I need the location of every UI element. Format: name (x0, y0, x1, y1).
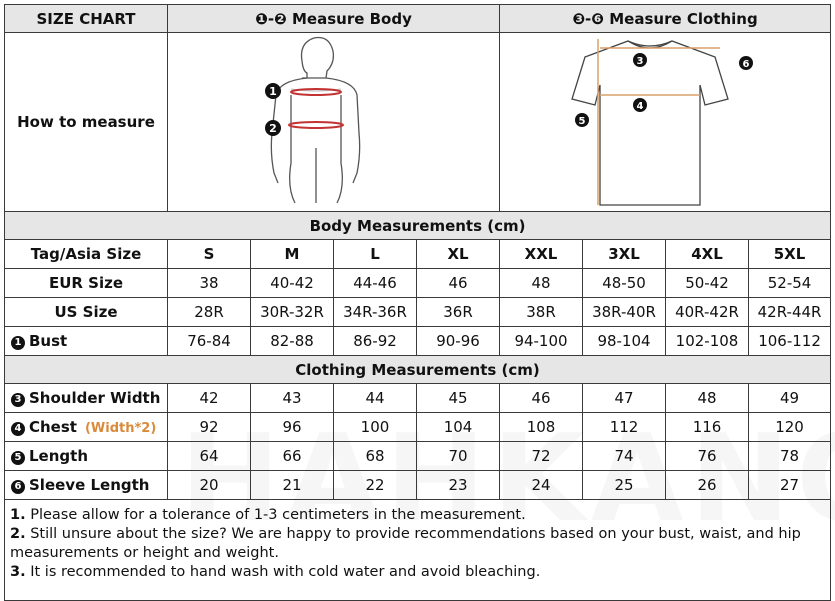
bust-row (5, 327, 831, 356)
table-cell: 48 (666, 384, 749, 413)
bust-measure-line (291, 89, 341, 95)
table-cell: 47 (583, 384, 666, 413)
body-outline (268, 38, 359, 203)
svg-text:2: 2 (268, 122, 277, 135)
table-cell: 82-88 (251, 327, 334, 356)
marker-1-icon: 1 (11, 336, 25, 350)
body-heading-prefix: ❶-❷ (255, 9, 287, 28)
chest-label: Chest (29, 418, 77, 436)
table-cell: 92 (168, 413, 251, 442)
clothing-heading-prefix: ❸-❻ (572, 9, 604, 28)
table-cell: 21 (251, 471, 334, 500)
svg-text:5: 5 (578, 116, 586, 127)
table-cell: 52-54 (749, 269, 831, 298)
table-cell: 98-104 (583, 327, 666, 356)
shoulder-label-cell (5, 384, 168, 413)
size-4xl: 4XL (666, 240, 749, 269)
table-cell: 100 (334, 413, 417, 442)
size-chart-title: SIZE CHART (5, 5, 168, 33)
chest-label-cell (5, 413, 168, 442)
marker-4-icon: 4 (11, 422, 25, 436)
tshirt-outline (572, 41, 728, 205)
note-2: 2. Still unsure about the size? We are happy to provide recommendations based on your bust, waist, and hip measurements or height and weight. (10, 526, 801, 561)
body-section-header (5, 212, 831, 240)
table-cell: 86-92 (334, 327, 417, 356)
table-cell: 28R (168, 298, 251, 327)
table-cell: 102-108 (666, 327, 749, 356)
table-cell: 74 (583, 442, 666, 471)
chest-hint: (Width*2) (84, 421, 157, 436)
chest-row (5, 413, 831, 442)
tag-size-label: Tag/Asia Size (5, 240, 168, 269)
table-cell: 38R (500, 298, 583, 327)
table-cell: 116 (666, 413, 749, 442)
table-cell: 46 (500, 384, 583, 413)
table-cell: 46 (417, 269, 500, 298)
picture-row (5, 33, 831, 212)
table-cell: 48 (500, 269, 583, 298)
marker-6-icon: 6 (11, 480, 25, 494)
table-cell: 70 (417, 442, 500, 471)
table-cell: 42R-44R (749, 298, 831, 327)
bust-label-cell (5, 327, 168, 356)
size-header-row (5, 240, 831, 269)
table-cell: 76 (666, 442, 749, 471)
table-cell: 34R-36R (334, 298, 417, 327)
table-cell: 48-50 (583, 269, 666, 298)
svg-text:1: 1 (268, 85, 277, 98)
body-heading-text: Measure Body (292, 9, 412, 28)
hip-measure-line (289, 122, 343, 128)
shirt-figure-illustration (500, 33, 830, 207)
header-row (5, 5, 831, 33)
table-cell: 38R-40R (583, 298, 666, 327)
table-cell: 66 (251, 442, 334, 471)
table-cell: 112 (583, 413, 666, 442)
table-cell: 96 (251, 413, 334, 442)
bust-label: Bust (29, 332, 68, 350)
svg-text:6: 6 (742, 59, 750, 70)
measure-body-heading (168, 5, 500, 33)
table-cell: 24 (500, 471, 583, 500)
note-3: 3. It is recommended to hand wash with cold water and avoid bleaching. (10, 564, 541, 580)
table-cell: 38 (168, 269, 251, 298)
body-marker-2 (265, 120, 281, 136)
sleeve-label-cell (5, 471, 168, 500)
table-cell: 44 (334, 384, 417, 413)
size-xl: XL (417, 240, 500, 269)
eur-size-label: EUR Size (5, 269, 168, 298)
table-cell: 44-46 (334, 269, 417, 298)
shoulder-width-label: Shoulder Width (29, 389, 161, 407)
marker-3-icon: 3 (11, 393, 25, 407)
length-label: Length (29, 447, 88, 465)
size-l: L (334, 240, 417, 269)
size-xxl: XXL (500, 240, 583, 269)
shoulder-width-row (5, 384, 831, 413)
length-label-cell (5, 442, 168, 471)
clothing-section-header (5, 356, 831, 384)
table-cell: 106-112 (749, 327, 831, 356)
shirt-figure-cell (500, 33, 831, 212)
body-figure-illustration (169, 33, 499, 207)
us-size-label: US Size (5, 298, 168, 327)
marker-5-icon: 5 (11, 451, 25, 465)
shirt-marker-6 (739, 56, 753, 70)
table-cell: 94-100 (500, 327, 583, 356)
note-1: 1. Please allow for a tolerance of 1-3 centimeters in the measurement. (10, 507, 526, 523)
svg-text:4: 4 (636, 101, 644, 112)
notes-cell (5, 500, 831, 601)
size-m: M (251, 240, 334, 269)
clothing-heading-text: Measure Clothing (609, 9, 758, 28)
eur-size-row (5, 269, 831, 298)
table-cell: 26 (666, 471, 749, 500)
table-cell: 90-96 (417, 327, 500, 356)
notes-row (5, 500, 831, 601)
shirt-marker-4 (633, 98, 647, 112)
sleeve-length-label: Sleeve Length (29, 476, 150, 494)
size-3xl: 3XL (583, 240, 666, 269)
us-size-row (5, 298, 831, 327)
svg-text:3: 3 (636, 56, 644, 67)
table-cell: 76-84 (168, 327, 251, 356)
table-cell: 49 (749, 384, 831, 413)
table-cell: 104 (417, 413, 500, 442)
table-cell: 30R-32R (251, 298, 334, 327)
body-figure-cell (168, 33, 500, 212)
shirt-marker-3 (633, 53, 647, 67)
table-cell: 108 (500, 413, 583, 442)
table-cell: 64 (168, 442, 251, 471)
shirt-marker-5 (575, 113, 589, 127)
table-cell: 23 (417, 471, 500, 500)
clothing-section-title: Clothing Measurements (cm) (5, 356, 831, 384)
size-s: S (168, 240, 251, 269)
body-section-title: Body Measurements (cm) (5, 212, 831, 240)
table-cell: 120 (749, 413, 831, 442)
length-row (5, 442, 831, 471)
body-marker-1 (265, 83, 281, 99)
measure-clothing-heading (500, 5, 831, 33)
table-cell: 50-42 (666, 269, 749, 298)
table-cell: 22 (334, 471, 417, 500)
table-cell: 27 (749, 471, 831, 500)
table-cell: 45 (417, 384, 500, 413)
table-cell: 40-42 (251, 269, 334, 298)
table-cell: 40R-42R (666, 298, 749, 327)
sleeve-length-row (5, 471, 831, 500)
table-cell: 43 (251, 384, 334, 413)
how-to-measure-label: How to measure (5, 33, 168, 212)
table-cell: 42 (168, 384, 251, 413)
table-cell: 20 (168, 471, 251, 500)
size-chart-table (4, 4, 831, 601)
table-cell: 68 (334, 442, 417, 471)
table-cell: 36R (417, 298, 500, 327)
table-cell: 72 (500, 442, 583, 471)
size-5xl: 5XL (749, 240, 831, 269)
table-cell: 78 (749, 442, 831, 471)
table-cell: 25 (583, 471, 666, 500)
